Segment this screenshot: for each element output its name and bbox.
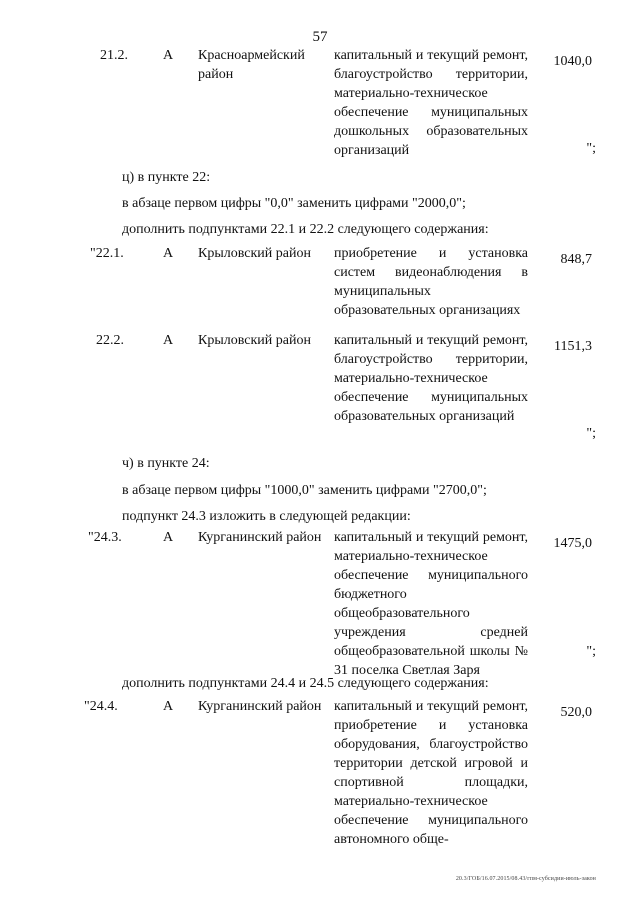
paragraph: ч) в пункте 24: (122, 456, 210, 471)
row-amount: 520,0 (560, 705, 592, 720)
row-district: Крыловский район (198, 246, 311, 261)
row-closing-quote: "; (586, 426, 596, 441)
row-number: "24.3. (88, 530, 122, 545)
paragraph: дополнить подпунктами 22.1 и 22.2 следующего содержания: (122, 222, 489, 237)
row-category: А (163, 246, 174, 261)
row-purpose: капитальный и текущий ремонт, благоустройство территории, материально-техническое обеспечение муниципальных образовательных организаций (334, 333, 528, 424)
page-number: 57 (312, 29, 328, 45)
row-number: "24.4. (84, 699, 118, 714)
row-closing-quote: "; (586, 141, 596, 156)
row-district: Красноармейский район (198, 48, 305, 82)
row-amount: 1151,3 (554, 339, 592, 354)
row-number: 22.2. (96, 333, 124, 348)
row-district: Курганинский район (198, 530, 322, 545)
row-category: А (163, 699, 174, 714)
paragraph: дополнить подпунктами 24.4 и 24.5 следующего содержания: (122, 676, 489, 691)
paragraph: ц) в пункте 22: (122, 170, 211, 185)
row-purpose: капитальный и текущий ремонт, приобретение и установка оборудования, благоустройство территории детской игровой и спортивной площадки, материально-техническое обеспечение муниципального автономного обще- (334, 699, 528, 847)
row-closing-quote: "; (586, 644, 596, 659)
paragraph: в абзаце первом цифры "1000,0" заменить цифрами "2700,0"; (122, 483, 487, 498)
row-category: А (163, 48, 174, 63)
row-purpose: капитальный и текущий ремонт, благоустройство территории, материально-техническое обеспечение муниципальных дошкольных образовательных организаций (334, 48, 528, 158)
footer-file-path: 20.3/ГОБ/16.07.2015/08.43/гпм-субсидии-июль-закон (455, 876, 596, 882)
row-category: А (163, 530, 174, 545)
row-amount: 1040,0 (553, 54, 592, 69)
paragraph: подпункт 24.3 изложить в следующей редакции: (122, 509, 411, 524)
row-district: Курганинский район (198, 699, 322, 714)
row-purpose: капитальный и текущий ремонт, материально-техническое обеспечение муниципального бюджетного общеобразовательного учреждения средней общеобразовательной школы № 31 поселка Светлая Заря (334, 530, 528, 678)
row-district: Крыловский район (198, 333, 311, 348)
row-amount: 1475,0 (553, 536, 592, 551)
row-purpose: приобретение и установка систем видеонаблюдения в муниципальных образовательных организациях (334, 246, 528, 318)
paragraph: в абзаце первом цифры "0,0" заменить цифрами "2000,0"; (122, 196, 466, 211)
row-number: 21.2. (100, 48, 128, 63)
row-number: "22.1. (90, 246, 124, 261)
row-category: А (163, 333, 174, 348)
row-amount: 848,7 (560, 252, 592, 267)
